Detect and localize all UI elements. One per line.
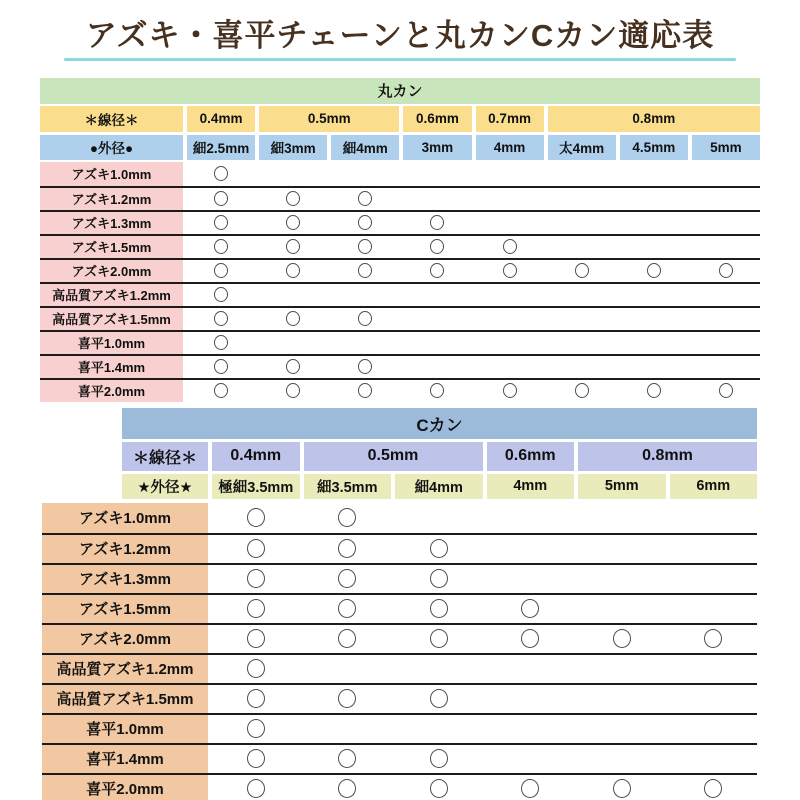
compat-circle-icon bbox=[430, 779, 448, 798]
compat-cell bbox=[403, 284, 471, 306]
compat-cell bbox=[578, 625, 666, 653]
compat-circle-icon bbox=[430, 749, 448, 768]
compat-cell bbox=[670, 775, 758, 800]
chain-row-label: 高品質アズキ1.5mm bbox=[40, 308, 183, 330]
table-row bbox=[40, 210, 760, 234]
chain-row-label: アズキ1.0mm bbox=[40, 162, 183, 186]
table-row bbox=[42, 773, 757, 800]
compat-cell bbox=[476, 162, 544, 186]
compat-circle-icon bbox=[338, 508, 356, 527]
compat-cell bbox=[620, 308, 688, 330]
table-row bbox=[42, 563, 757, 593]
compat-circle-icon bbox=[286, 191, 300, 206]
compat-cell bbox=[331, 380, 399, 402]
chain-row-label: アズキ1.2mm bbox=[40, 188, 183, 210]
table-row bbox=[40, 306, 760, 330]
compat-cell bbox=[620, 356, 688, 378]
compat-cell bbox=[692, 236, 760, 258]
compat-cell bbox=[692, 380, 760, 402]
compat-cell bbox=[395, 685, 483, 713]
compat-cell bbox=[620, 212, 688, 234]
wire-size-cell: 0.7mm bbox=[476, 106, 544, 132]
outer-size-cell: 5mm bbox=[578, 474, 666, 499]
compat-cell bbox=[403, 188, 471, 210]
compat-cell bbox=[487, 535, 575, 563]
compat-cell bbox=[331, 260, 399, 282]
compat-cell bbox=[212, 535, 300, 563]
wire-size-cell: 0.4mm bbox=[187, 106, 255, 132]
table-row bbox=[40, 162, 760, 186]
compat-cell bbox=[670, 595, 758, 623]
compat-cell bbox=[395, 715, 483, 743]
compat-cell bbox=[187, 332, 255, 354]
compat-cell bbox=[187, 212, 255, 234]
compat-cell bbox=[487, 503, 575, 533]
compat-circle-icon bbox=[286, 263, 300, 278]
compat-cell bbox=[259, 308, 327, 330]
compat-cell bbox=[548, 380, 616, 402]
compat-cell bbox=[304, 655, 392, 683]
outer-diameter-row bbox=[40, 135, 760, 160]
compat-cell bbox=[476, 308, 544, 330]
wire-size-cell: 0.8mm bbox=[548, 106, 760, 132]
compat-cell bbox=[578, 775, 666, 800]
compat-cell bbox=[487, 595, 575, 623]
compat-cell bbox=[548, 308, 616, 330]
compat-cell bbox=[395, 535, 483, 563]
compat-circle-icon bbox=[247, 569, 265, 588]
compat-cell bbox=[620, 236, 688, 258]
compat-circle-icon bbox=[247, 749, 265, 768]
compat-cell bbox=[620, 260, 688, 282]
compat-circle-icon bbox=[214, 263, 228, 278]
compat-circle-icon bbox=[430, 239, 444, 254]
compat-cell bbox=[476, 260, 544, 282]
compat-cell bbox=[212, 745, 300, 773]
compat-cell bbox=[548, 236, 616, 258]
compat-circle-icon bbox=[704, 779, 722, 798]
wire-size-cell: 0.5mm bbox=[259, 106, 399, 132]
compat-cell bbox=[578, 595, 666, 623]
compat-cell bbox=[578, 745, 666, 773]
compat-cell bbox=[395, 595, 483, 623]
compat-circle-icon bbox=[430, 569, 448, 588]
compat-circle-icon bbox=[358, 311, 372, 326]
outer-size-cell: 細3.5mm bbox=[304, 474, 392, 499]
chain-row-label: アズキ1.2mm bbox=[42, 535, 208, 563]
compat-cell bbox=[212, 503, 300, 533]
compat-cell bbox=[259, 356, 327, 378]
compat-circle-icon bbox=[430, 629, 448, 648]
compat-cell bbox=[187, 162, 255, 186]
compat-cell bbox=[259, 332, 327, 354]
compat-cell bbox=[692, 332, 760, 354]
outer-size-cell: 細3mm bbox=[259, 135, 327, 160]
compat-circle-icon bbox=[247, 659, 265, 678]
compat-cell bbox=[476, 212, 544, 234]
table-row bbox=[40, 234, 760, 258]
compat-circle-icon bbox=[214, 239, 228, 254]
wire-size-cell: 0.6mm bbox=[487, 442, 575, 471]
compat-circle-icon bbox=[214, 166, 228, 181]
compat-cell bbox=[487, 685, 575, 713]
compat-cell bbox=[670, 715, 758, 743]
wire-diameter-row bbox=[122, 442, 757, 471]
outer-size-cell: 4mm bbox=[476, 135, 544, 160]
compat-cell bbox=[620, 162, 688, 186]
outer-size-cell: 細4mm bbox=[395, 474, 483, 499]
compat-circle-icon bbox=[358, 191, 372, 206]
compat-cell bbox=[476, 356, 544, 378]
compat-cell bbox=[403, 380, 471, 402]
compat-cell bbox=[259, 212, 327, 234]
compat-circle-icon bbox=[503, 383, 517, 398]
compat-circle-icon bbox=[358, 239, 372, 254]
compat-circle-icon bbox=[358, 359, 372, 374]
compat-cell bbox=[259, 162, 327, 186]
compat-circle-icon bbox=[338, 629, 356, 648]
compat-circle-icon bbox=[214, 383, 228, 398]
outer-size-cell: 6mm bbox=[670, 474, 758, 499]
compat-circle-icon bbox=[338, 689, 356, 708]
compat-circle-icon bbox=[286, 311, 300, 326]
table-header-maru-kan: 丸カン bbox=[40, 78, 760, 104]
compat-cell bbox=[670, 655, 758, 683]
compat-cell bbox=[187, 308, 255, 330]
compat-cell bbox=[476, 188, 544, 210]
compat-cell bbox=[670, 503, 758, 533]
compat-circle-icon bbox=[430, 383, 444, 398]
compat-cell bbox=[578, 685, 666, 713]
chain-rows bbox=[40, 162, 760, 402]
table-row bbox=[40, 330, 760, 354]
compat-circle-icon bbox=[613, 779, 631, 798]
table-row bbox=[42, 653, 757, 683]
wire-diameter-label: ＊線径＊ bbox=[40, 106, 183, 132]
compat-circle-icon bbox=[247, 689, 265, 708]
compat-cell bbox=[403, 212, 471, 234]
compat-circle-icon bbox=[286, 239, 300, 254]
chain-row-label: アズキ2.0mm bbox=[40, 260, 183, 282]
compat-cell bbox=[578, 565, 666, 593]
compat-circle-icon bbox=[430, 599, 448, 618]
compat-cell bbox=[187, 236, 255, 258]
chain-row-label: 喜平1.0mm bbox=[40, 332, 183, 354]
chain-row-label: アズキ1.3mm bbox=[40, 212, 183, 234]
compat-cell bbox=[259, 260, 327, 282]
compat-circle-icon bbox=[338, 569, 356, 588]
compat-cell bbox=[692, 284, 760, 306]
compat-circle-icon bbox=[358, 383, 372, 398]
compat-cell bbox=[692, 356, 760, 378]
compat-cell bbox=[692, 260, 760, 282]
outer-size-cell: 5mm bbox=[692, 135, 760, 160]
compat-circle-icon bbox=[286, 359, 300, 374]
compat-cell bbox=[487, 775, 575, 800]
compat-cell bbox=[304, 535, 392, 563]
compat-cell bbox=[395, 775, 483, 800]
wire-size-cell: 0.5mm bbox=[304, 442, 483, 471]
compat-circle-icon bbox=[338, 749, 356, 768]
compat-cell bbox=[395, 625, 483, 653]
compat-circle-icon bbox=[247, 719, 265, 738]
compat-cell bbox=[487, 655, 575, 683]
compat-circle-icon bbox=[647, 263, 661, 278]
compat-circle-icon bbox=[247, 508, 265, 527]
compat-cell bbox=[259, 380, 327, 402]
wire-size-cell: 0.8mm bbox=[578, 442, 757, 471]
compat-cell bbox=[403, 236, 471, 258]
compat-cell bbox=[259, 188, 327, 210]
compat-circle-icon bbox=[247, 779, 265, 798]
compat-cell bbox=[212, 595, 300, 623]
compat-cell bbox=[187, 260, 255, 282]
compat-cell bbox=[395, 565, 483, 593]
compat-circle-icon bbox=[521, 629, 539, 648]
compat-cell bbox=[212, 775, 300, 800]
compat-cell bbox=[403, 162, 471, 186]
compat-cell bbox=[187, 284, 255, 306]
compat-circle-icon bbox=[358, 215, 372, 230]
table-row bbox=[42, 503, 757, 533]
table-row bbox=[42, 533, 757, 563]
compat-cell bbox=[304, 595, 392, 623]
compat-cell bbox=[620, 188, 688, 210]
outer-size-cell: 極細3.5mm bbox=[212, 474, 300, 499]
compat-cell bbox=[578, 503, 666, 533]
compat-circle-icon bbox=[575, 263, 589, 278]
table-row bbox=[40, 186, 760, 210]
compat-cell bbox=[304, 715, 392, 743]
compat-cell bbox=[331, 308, 399, 330]
compat-cell bbox=[476, 380, 544, 402]
compat-cell bbox=[304, 625, 392, 653]
compat-cell bbox=[304, 565, 392, 593]
compat-cell bbox=[620, 380, 688, 402]
compat-circle-icon bbox=[613, 629, 631, 648]
compat-cell bbox=[212, 685, 300, 713]
compat-cell bbox=[331, 236, 399, 258]
table-row bbox=[42, 743, 757, 773]
compat-cell bbox=[620, 284, 688, 306]
chain-row-label: 高品質アズキ1.2mm bbox=[42, 655, 208, 683]
compat-cell bbox=[259, 236, 327, 258]
compat-circle-icon bbox=[338, 599, 356, 618]
compat-circle-icon bbox=[286, 215, 300, 230]
compat-cell bbox=[487, 745, 575, 773]
compat-cell bbox=[692, 162, 760, 186]
compat-cell bbox=[670, 685, 758, 713]
table-maru-kan bbox=[40, 78, 760, 402]
compat-circle-icon bbox=[430, 263, 444, 278]
chain-row-label: 高品質アズキ1.2mm bbox=[40, 284, 183, 306]
compat-cell bbox=[476, 284, 544, 306]
table-row bbox=[42, 683, 757, 713]
compat-cell bbox=[548, 212, 616, 234]
compat-cell bbox=[476, 332, 544, 354]
compat-cell bbox=[670, 565, 758, 593]
compat-cell bbox=[395, 655, 483, 683]
table-row bbox=[40, 282, 760, 306]
table-row bbox=[42, 593, 757, 623]
compat-circle-icon bbox=[358, 263, 372, 278]
compat-cell bbox=[578, 715, 666, 743]
compat-cell bbox=[187, 380, 255, 402]
compat-cell bbox=[692, 188, 760, 210]
compat-circle-icon bbox=[214, 215, 228, 230]
compat-cell bbox=[403, 332, 471, 354]
compat-cell bbox=[692, 212, 760, 234]
compat-cell bbox=[403, 308, 471, 330]
compat-circle-icon bbox=[214, 311, 228, 326]
table-row bbox=[42, 713, 757, 743]
chain-row-label: 喜平1.4mm bbox=[40, 356, 183, 378]
compat-cell bbox=[548, 332, 616, 354]
compat-cell bbox=[304, 503, 392, 533]
compat-circle-icon bbox=[521, 599, 539, 618]
outer-size-cell: 4mm bbox=[487, 474, 575, 499]
compat-circle-icon bbox=[214, 359, 228, 374]
chain-row-label: 喜平1.0mm bbox=[42, 715, 208, 743]
compat-circle-icon bbox=[719, 383, 733, 398]
compat-cell bbox=[548, 188, 616, 210]
compat-cell bbox=[331, 284, 399, 306]
chain-row-label: 喜平2.0mm bbox=[42, 775, 208, 800]
compat-cell bbox=[548, 356, 616, 378]
compat-circle-icon bbox=[503, 263, 517, 278]
compat-cell bbox=[670, 535, 758, 563]
wire-diameter-label: ＊線径＊ bbox=[122, 442, 208, 471]
compat-circle-icon bbox=[214, 287, 228, 302]
compat-cell bbox=[487, 715, 575, 743]
outer-diameter-row bbox=[122, 474, 757, 499]
compat-circle-icon bbox=[247, 599, 265, 618]
compat-cell bbox=[331, 162, 399, 186]
chain-row-label: アズキ1.5mm bbox=[40, 236, 183, 258]
table-row bbox=[42, 623, 757, 653]
table-row bbox=[40, 378, 760, 402]
compat-circle-icon bbox=[503, 239, 517, 254]
chain-row-label: アズキ2.0mm bbox=[42, 625, 208, 653]
compat-cell bbox=[304, 745, 392, 773]
compat-circle-icon bbox=[430, 689, 448, 708]
compat-cell bbox=[403, 260, 471, 282]
compat-cell bbox=[548, 260, 616, 282]
outer-diameter-label: ★外径★ bbox=[122, 474, 208, 499]
compat-cell bbox=[548, 284, 616, 306]
outer-size-cell: 太4mm bbox=[548, 135, 616, 160]
compat-circle-icon bbox=[286, 383, 300, 398]
compat-cell bbox=[212, 715, 300, 743]
compat-cell bbox=[304, 685, 392, 713]
wire-size-cell: 0.4mm bbox=[212, 442, 300, 471]
compat-cell bbox=[692, 308, 760, 330]
chain-row-label: 高品質アズキ1.5mm bbox=[42, 685, 208, 713]
chain-row-label: 喜平1.4mm bbox=[42, 745, 208, 773]
compat-circle-icon bbox=[719, 263, 733, 278]
compat-circle-icon bbox=[214, 191, 228, 206]
compat-circle-icon bbox=[214, 335, 228, 350]
compat-circle-icon bbox=[647, 383, 661, 398]
compat-cell bbox=[187, 356, 255, 378]
table-header-c-kan: Cカン bbox=[122, 408, 757, 439]
compat-circle-icon bbox=[575, 383, 589, 398]
compat-cell bbox=[476, 236, 544, 258]
compat-cell bbox=[212, 655, 300, 683]
compat-cell bbox=[487, 565, 575, 593]
wire-size-cell: 0.6mm bbox=[403, 106, 471, 132]
compat-cell bbox=[212, 565, 300, 593]
compat-cell bbox=[331, 332, 399, 354]
chain-row-label: 喜平2.0mm bbox=[40, 380, 183, 402]
compat-cell bbox=[331, 356, 399, 378]
compat-cell bbox=[395, 503, 483, 533]
wire-diameter-row bbox=[40, 106, 760, 132]
compat-circle-icon bbox=[338, 779, 356, 798]
compat-circle-icon bbox=[247, 539, 265, 558]
compat-cell bbox=[395, 745, 483, 773]
compat-cell bbox=[331, 188, 399, 210]
table-row bbox=[40, 354, 760, 378]
compat-cell bbox=[304, 775, 392, 800]
outer-size-cell: 細4mm bbox=[331, 135, 399, 160]
compat-cell bbox=[620, 332, 688, 354]
compat-cell bbox=[670, 625, 758, 653]
compat-cell bbox=[212, 625, 300, 653]
compat-cell bbox=[403, 356, 471, 378]
title-underline bbox=[64, 58, 736, 61]
compat-circle-icon bbox=[704, 629, 722, 648]
table-row bbox=[40, 258, 760, 282]
page-title: アズキ・喜平チェーンと丸カンCカン適応表 bbox=[85, 18, 715, 53]
compat-circle-icon bbox=[338, 539, 356, 558]
compat-cell bbox=[578, 655, 666, 683]
outer-size-cell: 3mm bbox=[403, 135, 471, 160]
compat-circle-icon bbox=[430, 215, 444, 230]
outer-diameter-label: ●外径● bbox=[40, 135, 183, 160]
chain-row-label: アズキ1.3mm bbox=[42, 565, 208, 593]
chain-row-label: アズキ1.0mm bbox=[42, 503, 208, 533]
compat-circle-icon bbox=[430, 539, 448, 558]
compat-cell bbox=[331, 212, 399, 234]
compat-cell bbox=[187, 188, 255, 210]
compat-cell bbox=[670, 745, 758, 773]
title-block bbox=[0, 0, 800, 61]
compat-circle-icon bbox=[247, 629, 265, 648]
compat-cell bbox=[548, 162, 616, 186]
outer-size-cell: 細2.5mm bbox=[187, 135, 255, 160]
outer-size-cell: 4.5mm bbox=[620, 135, 688, 160]
table-c-kan bbox=[42, 408, 757, 800]
chain-row-label: アズキ1.5mm bbox=[42, 595, 208, 623]
compat-cell bbox=[259, 284, 327, 306]
compat-cell bbox=[487, 625, 575, 653]
chain-rows bbox=[42, 503, 757, 800]
compat-cell bbox=[578, 535, 666, 563]
compat-circle-icon bbox=[521, 779, 539, 798]
